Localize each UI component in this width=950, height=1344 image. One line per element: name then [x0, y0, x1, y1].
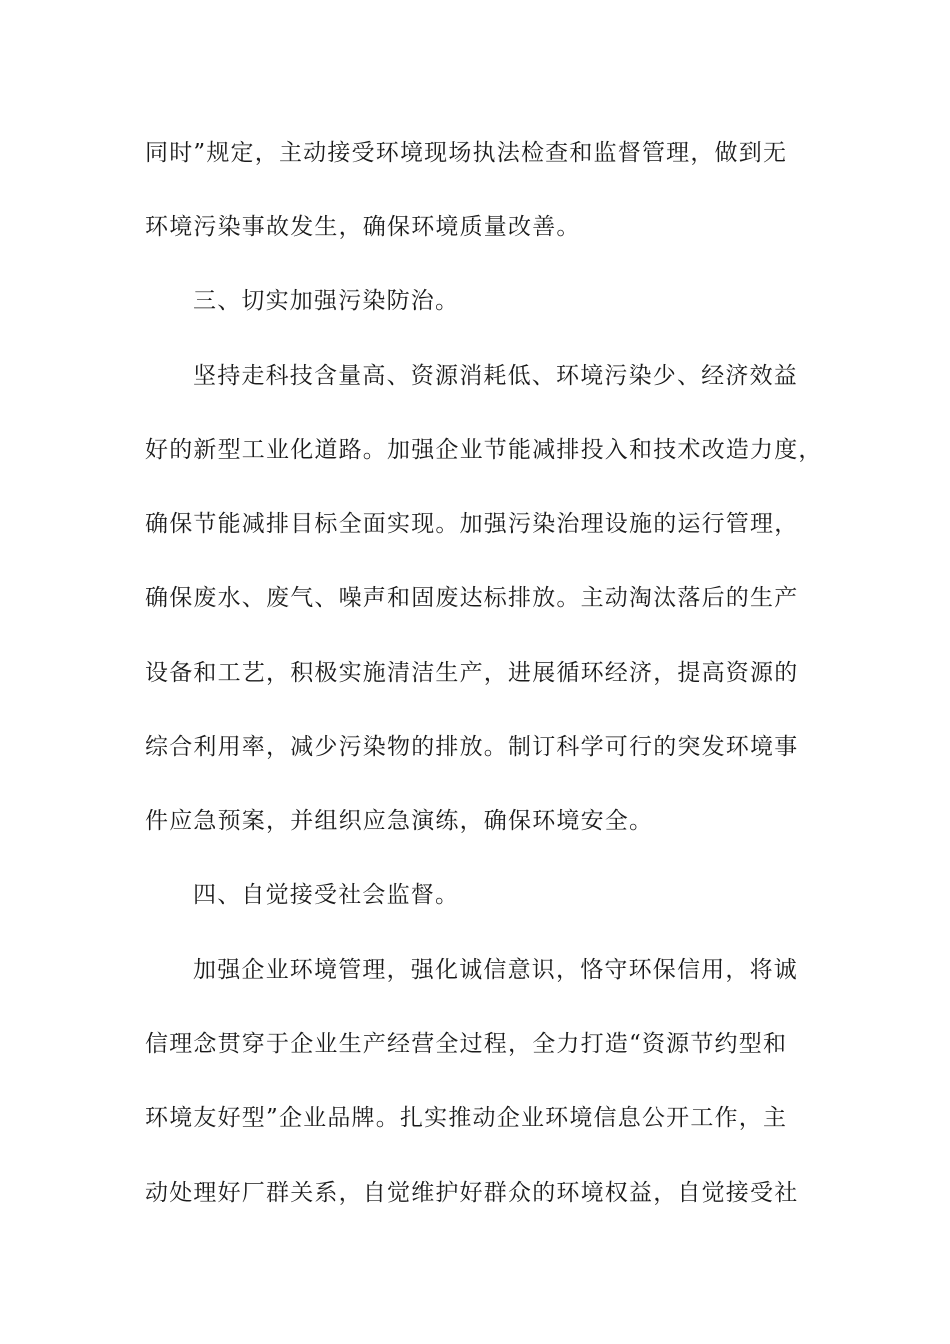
paragraph-first-line: 坚持走科技含量高、资源消耗低、环境污染少、经济效益	[193, 363, 798, 389]
text-line: 确保废水、废气、噪声和固废达标排放。主动淘汰落后的生产	[145, 585, 799, 611]
text-line: 设备和工艺，积极实施清洁生产，进展循环经济，提高资源的	[145, 660, 799, 686]
paragraph-first-line: 加强企业环境管理，强化诚信意识，恪守环保信用，将诚	[193, 957, 798, 983]
text-line: 好的新型工业化道路。加强企业节能减排投入和技术改造力度，	[145, 437, 823, 463]
text-line: 确保节能减排目标全面实现。加强污染治理设施的运行管理，	[145, 511, 799, 537]
text-line: 动处理好厂群关系，自觉维护好群众的环境权益，自觉接受社	[145, 1180, 799, 1206]
text-line: 环境友好型”企业品牌。扎实推动企业环境信息公开工作，主	[145, 1105, 788, 1131]
section-heading: 四、自觉接受社会监督。	[193, 882, 460, 908]
text-line: 信理念贯穿于企业生产经营全过程，全力打造“资源节约型和	[145, 1031, 788, 1057]
text-line: 同时”规定，主动接受环境现场执法检查和监督管理，做到无	[145, 140, 788, 166]
section-heading: 三、切实加强污染防治。	[193, 288, 460, 314]
text-line: 环境污染事故发生，确保环境质量改善。	[145, 214, 581, 240]
text-line: 件应急预案，并组织应急演练，确保环境安全。	[145, 808, 654, 834]
text-line: 综合利用率，减少污染物的排放。制订科学可行的突发环境事	[145, 734, 799, 760]
